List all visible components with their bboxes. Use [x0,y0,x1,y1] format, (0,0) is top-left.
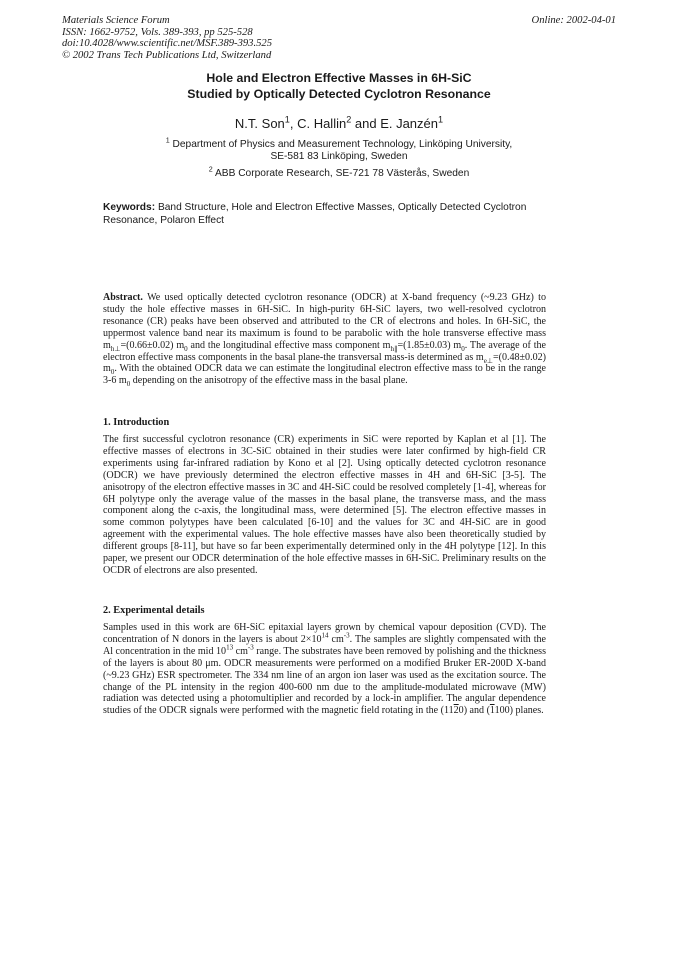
affiliation-2 [0,165,678,180]
author-name: E. Janzén [380,116,439,131]
abstract-text: and the longitudinal effective mass component m [187,339,391,351]
author-name: C. Hallin [297,116,347,131]
abstract-text: . With the obtained ODCR data we can estimate the longitudinal electron effective mass to be in the range 3-6 m [103,363,546,387]
paper-title [0,71,678,102]
journal-line: Materials Science Forum [62,15,170,26]
author-name: N.T. Son [234,116,285,131]
abstract-text: =(0.66±0.02) m [120,339,185,351]
body-text: 100) planes. [494,705,544,717]
body-text: . The samples are slightly compensated with the Al concentration in the mid 10 [103,633,546,657]
body-text: Samples used in this work are 6H-SiC epitaxial layers grown by chemical vapour deposition (CVD). The concentration of N donors in the layers is about 2×10 [103,622,546,645]
affil-line: Department of Physics and Measurement Technology, Linköping University, [172,139,513,150]
affil-mark: 1 [165,136,170,145]
keywords-label: Keywords: [103,202,156,213]
subscript: 0 [184,344,188,353]
author-separator: , [289,116,298,131]
online-date: Online: 2002-04-01 [531,15,616,26]
journal-info [62,15,492,61]
subscript: h⊥ [110,344,121,353]
author-separator: and [351,116,381,131]
section-heading-introduction: 1. Introduction [103,417,170,428]
abstract-text: =(1.85±0.03) m [397,339,462,351]
body-text: 0) and ( [458,705,490,717]
abstract-text: =(0.48±0.02) m [103,351,546,375]
body-text: range. The substrates have been removed by polishing and the thickness of the layers is about 80 μm. ODCR measurements were performed on a modified Bruker ER-200D X-band (~9.23 GHz) ESR spectrometer. The 334 nm line of an argon ion laser was used as the excitation source. The change of the PL intensity in the region 400-600 nm due to the amplitude-modulated microwave (MW) radiation was detected using a photomultiplier and recorded by a lock-in amplifier. The angular dependence studies of the ODCR signals were performed with the magnetic field rotating in the (11 [103,645,547,717]
subscript: e⊥ [483,356,493,365]
author-list [0,116,678,132]
subscript: 0 [110,368,115,377]
keywords-text: Band Structure, Hole and Electron Effective Masses, Optically Detected Cyclotron Resonance, Polaron Effect [103,202,527,226]
keywords [103,202,548,227]
affil-line: SE-581 83 Linköping, Sweden [270,151,408,163]
author-affil-mark: 2 [346,114,352,125]
journal-line: doi:10.4028/www.scientific.net/MSF.389-393.525 [62,38,272,50]
subscript: 0 [126,380,131,389]
subscript: 0 [461,344,465,353]
affil-line: ABB Corporate Research, SE-721 78 Västerås, Sweden [214,168,470,179]
overlined-index: 2 [453,705,459,717]
subscript: h∥ [390,344,398,353]
author-affil-mark: 1 [438,114,444,125]
superscript: -3 [247,643,254,652]
superscript: 13 [226,643,234,652]
affil-mark: 2 [208,165,213,174]
abstract [103,292,546,387]
journal-line: © 2002 Trans Tech Publications Ltd, Switzerland [62,49,272,61]
introduction-text: The first successful cyclotron resonance (CR) experiments in SiC were reported by Kaplan et al [1]. The effective masses of electrons in 3C-SiC obtained in their studies were later confirmed by high-field CR experiments using far-infrared radiation by Kono et al [2]. Using optically detected cyclotron resonance (ODCR) we have previously determined the electron effective masses in 4H and 6H-SiC [3-5]. The anisotropy of the electron effective masses in 3C and 4H-SiC could be resolved completely [1-4], whereas for 6H polytype only the average value of the masses in the basal plane, the transverse mass, and the mass component along the c-axis, the longitudinal mass, were determined [5]. The electron effective masses in some common polytypes have been calculated [6-10] and the values for 3C and 4H-SiC are in good agreement with the experimental values. The hole effective masses have also been theoretically studied by different groups [8-11], but have so far been experimentally determined only in the 4H polytype [12]. In this paper, we present our ODCR determination of the hole effective masses in 6H-SiC. Preliminary results on the OCDR of electrons are also presented. [103,434,546,576]
experimental-text [103,622,546,717]
abstract-text: We used optically detected cyclotron resonance (ODCR) at X-band frequency (~9.23 GHz) to study the hole effective masses in 6H-SiC. In high-purity 6H-SiC layers, two well-resolved cyclotron resonance (CR) peaks have been observed and attributed to the CR of electrons and holes. In 6H-SiC, the uppermost valence band near its maximum is found to be parabolic with the hole transverse effective mass m [103,292,546,351]
abstract-text: . The average of the electron effective mass components in the basal plane-the transversal mass-is determined as m [103,339,546,363]
superscript: -3 [343,631,350,640]
title-line: Studied by Optically Detected Cyclotron Resonance [187,86,491,101]
body-text: cm [328,633,344,645]
abstract-text: depending on the anisotropy of the effective mass in the basal plane. [130,375,408,387]
title-line: Hole and Electron Effective Masses in 6H-SiC [206,71,472,85]
superscript: 14 [321,631,329,640]
author-affil-mark: 1 [284,114,290,125]
overlined-index: 1 [489,705,495,717]
journal-line: ISSN: 1662-9752, Vols. 389-393, pp 525-528 [62,26,253,38]
section-heading-experimental: 2. Experimental details [103,605,205,616]
abstract-label: Abstract. [103,292,143,303]
body-text: cm [233,645,248,657]
affiliation-1 [0,136,678,164]
